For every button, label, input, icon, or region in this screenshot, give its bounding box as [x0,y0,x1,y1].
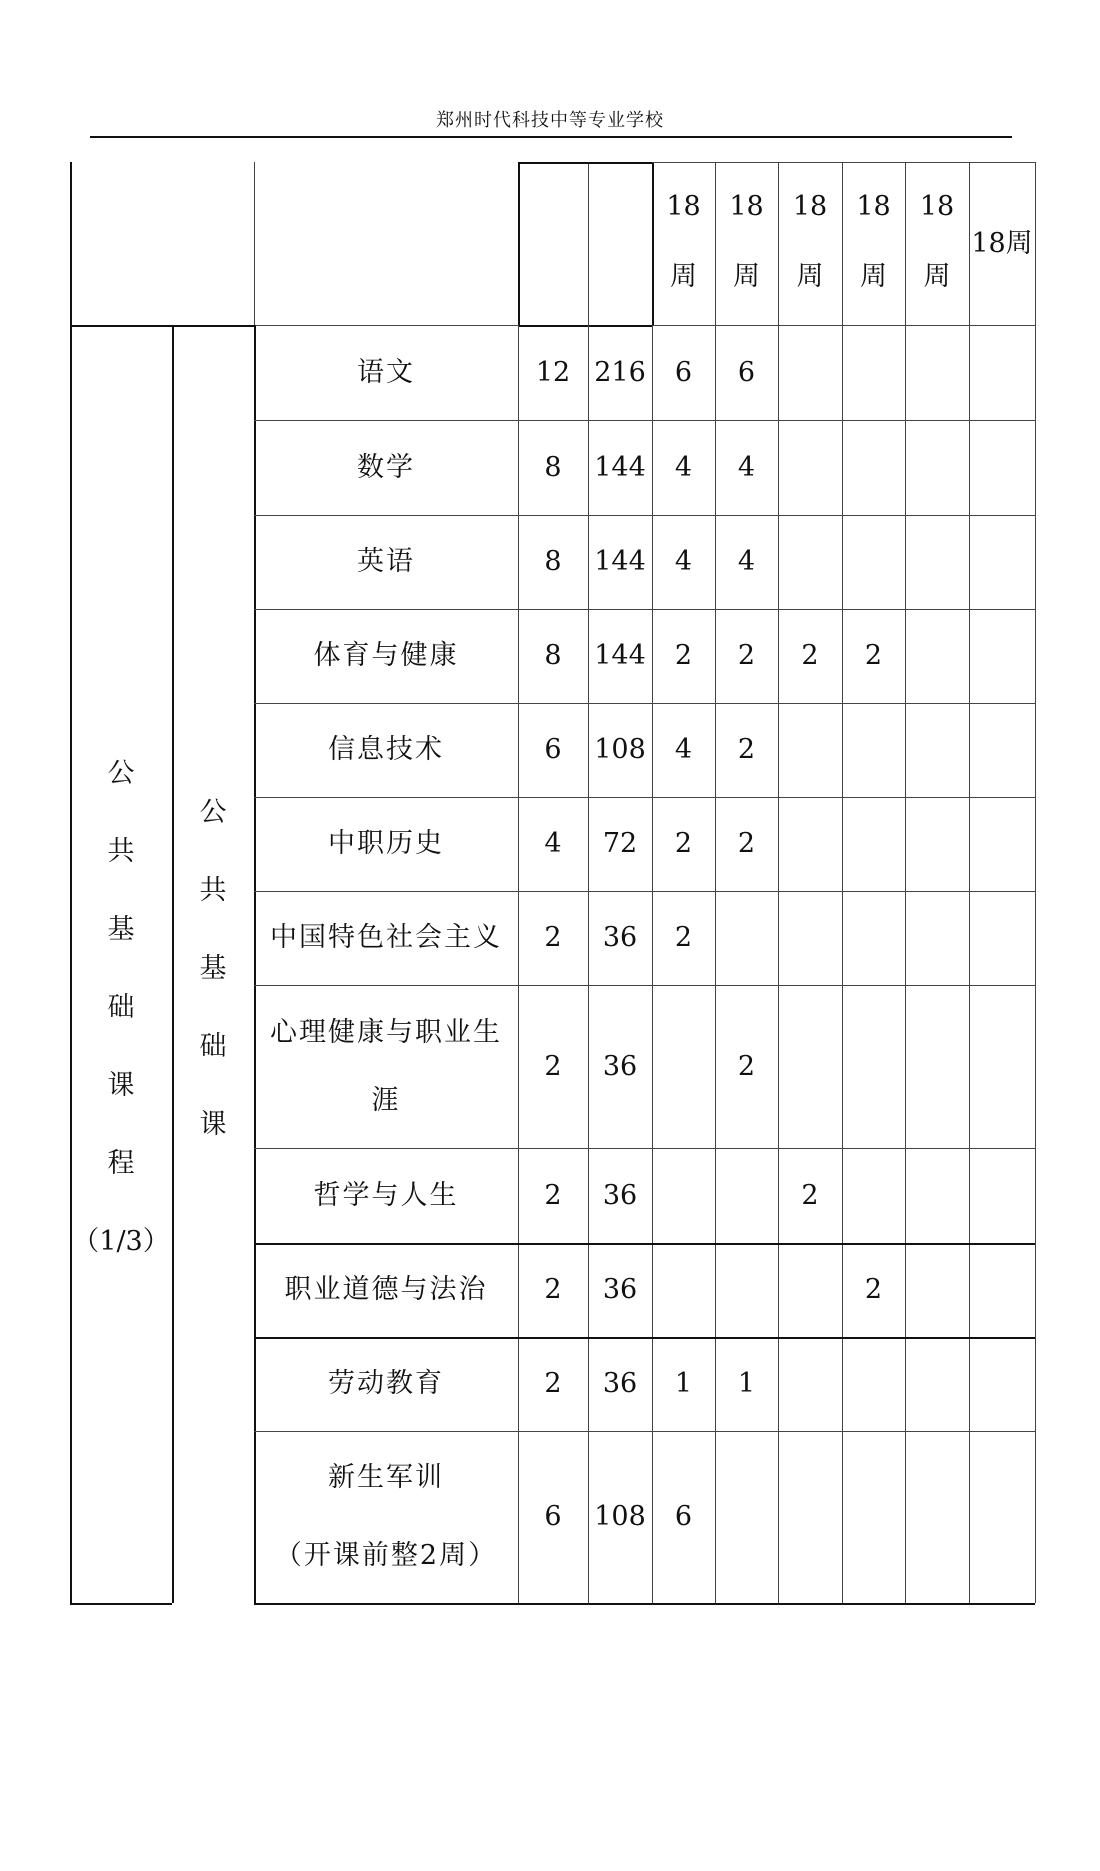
subcategory-label [172,774,254,1164]
semester-5-cell [905,325,969,420]
school-header-title: 郑州时代科技中等专业学校 [436,110,664,131]
semester-1-cell [652,1148,715,1243]
category-label [70,735,172,1281]
semester-1-cell: 4 [674,734,693,766]
semester-3-cell [778,325,842,420]
course-name: 哲学与人生 [313,1179,459,1211]
category-label-char: 础 [107,992,135,1023]
course-name-cell [254,1243,518,1337]
course-name-cell [254,1337,518,1431]
semester-4-cell [842,420,905,515]
subcategory-label-char: 共 [199,875,227,906]
semester-1-cell: 6 [674,1501,693,1533]
course-name-cell [254,1148,518,1243]
hours-cell: 144 [594,546,646,578]
semester-5-cell [905,1148,969,1243]
semester-5-cell [905,985,969,1148]
semester-6-cell [969,891,1035,985]
course-name: 信息技术 [328,734,444,766]
semester-2-cell: 2 [737,640,756,672]
semester-5-cell [905,609,969,703]
week-unit-label: 周 [860,261,887,292]
week-count-header: 18周 [971,228,1033,259]
semester-3-cell [778,1431,842,1603]
semester-2-cell [715,1431,778,1603]
credits-cell: 2 [544,1368,562,1400]
week-count-header: 18 [856,191,891,222]
semester-6-cell [969,609,1035,703]
credits-cell: 2 [544,1050,562,1082]
category-bottom-rule [70,1603,172,1605]
semester-1-cell: 4 [674,451,693,483]
credits-cell: 8 [544,546,562,578]
semester-6-cell [969,515,1035,609]
course-name: 职业道德与法治 [284,1274,488,1306]
semester-1-cell: 1 [674,1368,693,1400]
semester-5-cell [905,1337,969,1431]
course-name-cell [254,703,518,797]
subcategory-label-char: 公 [199,797,227,828]
course-name: 中国特色社会主义 [270,922,502,954]
subcategory-label-char: 基 [199,953,227,984]
course-name: 中职历史 [328,828,444,860]
semester-5-cell [905,891,969,985]
course-name: 心理健康与职业生涯 [270,1016,502,1116]
semester-5-cell [905,1243,969,1337]
header-rule [90,136,1012,138]
semester-5-cell [905,1431,969,1603]
semester-6-cell [969,1337,1035,1431]
week-unit-label: 周 [796,261,824,292]
header-blank-box-top [518,162,652,164]
semester-6-cell [969,325,1035,420]
course-name-cell [254,1431,518,1603]
body-top-rule [70,325,254,327]
semester-2-cell [715,891,778,985]
semester-4-cell [842,703,905,797]
course-name: 新生军训 [328,1462,444,1493]
semester-6-cell [969,797,1035,891]
hours-cell: 108 [594,1501,646,1533]
semester-1-cell: 4 [674,546,693,578]
semester-5-cell [905,420,969,515]
header-divider [588,162,589,325]
course-name: 体育与健康 [313,640,459,672]
course-name-cell [254,985,518,1148]
semester-3-cell [778,420,842,515]
semester-3-cell: 2 [801,1179,819,1211]
credits-cell: 6 [544,734,562,766]
semester-4-cell [842,1431,905,1603]
semester-5-cell [905,703,969,797]
semester-1-cell [652,985,715,1148]
course-name-cell [254,609,518,703]
semester-2-cell [715,1243,778,1337]
credits-cell: 2 [544,922,562,954]
semester-3-cell [778,985,842,1148]
credits-cell: 6 [544,1501,562,1533]
credits-cell: 8 [544,451,562,483]
semester-4-cell: 2 [864,640,883,672]
hours-cell: 36 [602,1274,638,1306]
category-label-char: 公 [107,758,135,789]
credits-cell: 8 [544,640,562,672]
semester-3-cell [778,1243,842,1337]
hours-cell: 36 [602,1368,638,1400]
semester-6-cell [969,703,1035,797]
semester-2-cell [715,1148,778,1243]
subcategory-label-char: 课 [199,1109,227,1140]
semester-4-cell: 2 [864,1274,883,1306]
hours-cell: 144 [594,640,646,672]
semester-2-cell: 2 [737,1050,756,1082]
semester-4-cell [842,1148,905,1243]
course-name-cell [254,420,518,515]
course-name-cell [254,325,518,420]
semester-2-cell: 2 [737,734,756,766]
header-left-rule [70,162,72,325]
category-label-char: 课 [107,1070,135,1101]
semester-4-cell [842,325,905,420]
semester-3-cell [778,703,842,797]
header-blank-box-left [518,162,520,325]
table-right-rule [1035,162,1036,1603]
semester-3-cell [778,1337,842,1431]
semester-2-cell: 1 [737,1368,756,1400]
subcategory-label-char: 础 [199,1031,227,1062]
semester-6-cell [969,1148,1035,1243]
credits-cell: 12 [535,356,571,388]
course-name: 劳动教育 [328,1368,444,1400]
week-count-header: 18 [729,191,764,222]
semester-2-cell: 6 [737,356,756,388]
credits-cell: 2 [544,1179,562,1211]
week-count-header: 18 [666,191,701,222]
course-name: 语文 [357,356,415,388]
semester-6-cell [969,420,1035,515]
header-divider [254,162,255,325]
semester-1-cell: 2 [674,828,693,860]
week-unit-label: 周 [923,261,951,292]
semester-4-cell [842,515,905,609]
semester-1-cell: 2 [674,640,693,672]
category-label-char: 共 [107,836,135,867]
course-note: （开课前整2周） [274,1540,498,1571]
course-name: 英语 [357,546,415,578]
semester-4-cell [842,1337,905,1431]
semester-1-cell: 6 [674,356,693,388]
week-unit-label: 周 [670,261,697,292]
semester-4-cell [842,891,905,985]
course-name-cell [254,515,518,609]
week-count-header: 18 [792,191,828,222]
semester-3-cell: 2 [801,640,819,672]
header-top-rule [652,162,1035,163]
semester-1-cell [652,1243,715,1337]
table-bottom-rule [254,1603,1035,1605]
credits-cell: 4 [544,828,562,860]
semester-1-cell: 2 [674,922,693,954]
category-label-char: 基 [107,914,135,945]
week-count-header: 18 [919,191,955,222]
semester-6-cell [969,1243,1035,1337]
semester-2-cell: 2 [737,828,756,860]
semester-4-cell [842,797,905,891]
semester-3-cell [778,891,842,985]
hours-cell: 144 [594,451,646,483]
hours-cell: 36 [602,1050,638,1082]
hours-cell: 36 [602,922,638,954]
semester-5-cell [905,515,969,609]
hours-cell: 108 [594,734,646,766]
category-label-char: （1/3） [72,1226,170,1257]
hours-cell: 216 [594,356,646,388]
semester-2-cell: 4 [737,546,756,578]
course-name: 数学 [357,451,415,483]
semester-4-cell [842,985,905,1148]
semester-2-cell: 4 [737,451,756,483]
hours-cell: 36 [602,1179,638,1211]
week-unit-label: 周 [733,261,760,292]
hours-cell: 72 [602,828,638,860]
course-name-cell [254,891,518,985]
course-name-cell [254,797,518,891]
semester-5-cell [905,797,969,891]
credits-cell: 2 [544,1274,562,1306]
semester-6-cell [969,1431,1035,1603]
semester-6-cell [969,985,1035,1148]
semester-3-cell [778,515,842,609]
category-label-char: 程 [107,1148,135,1179]
semester-3-cell [778,797,842,891]
